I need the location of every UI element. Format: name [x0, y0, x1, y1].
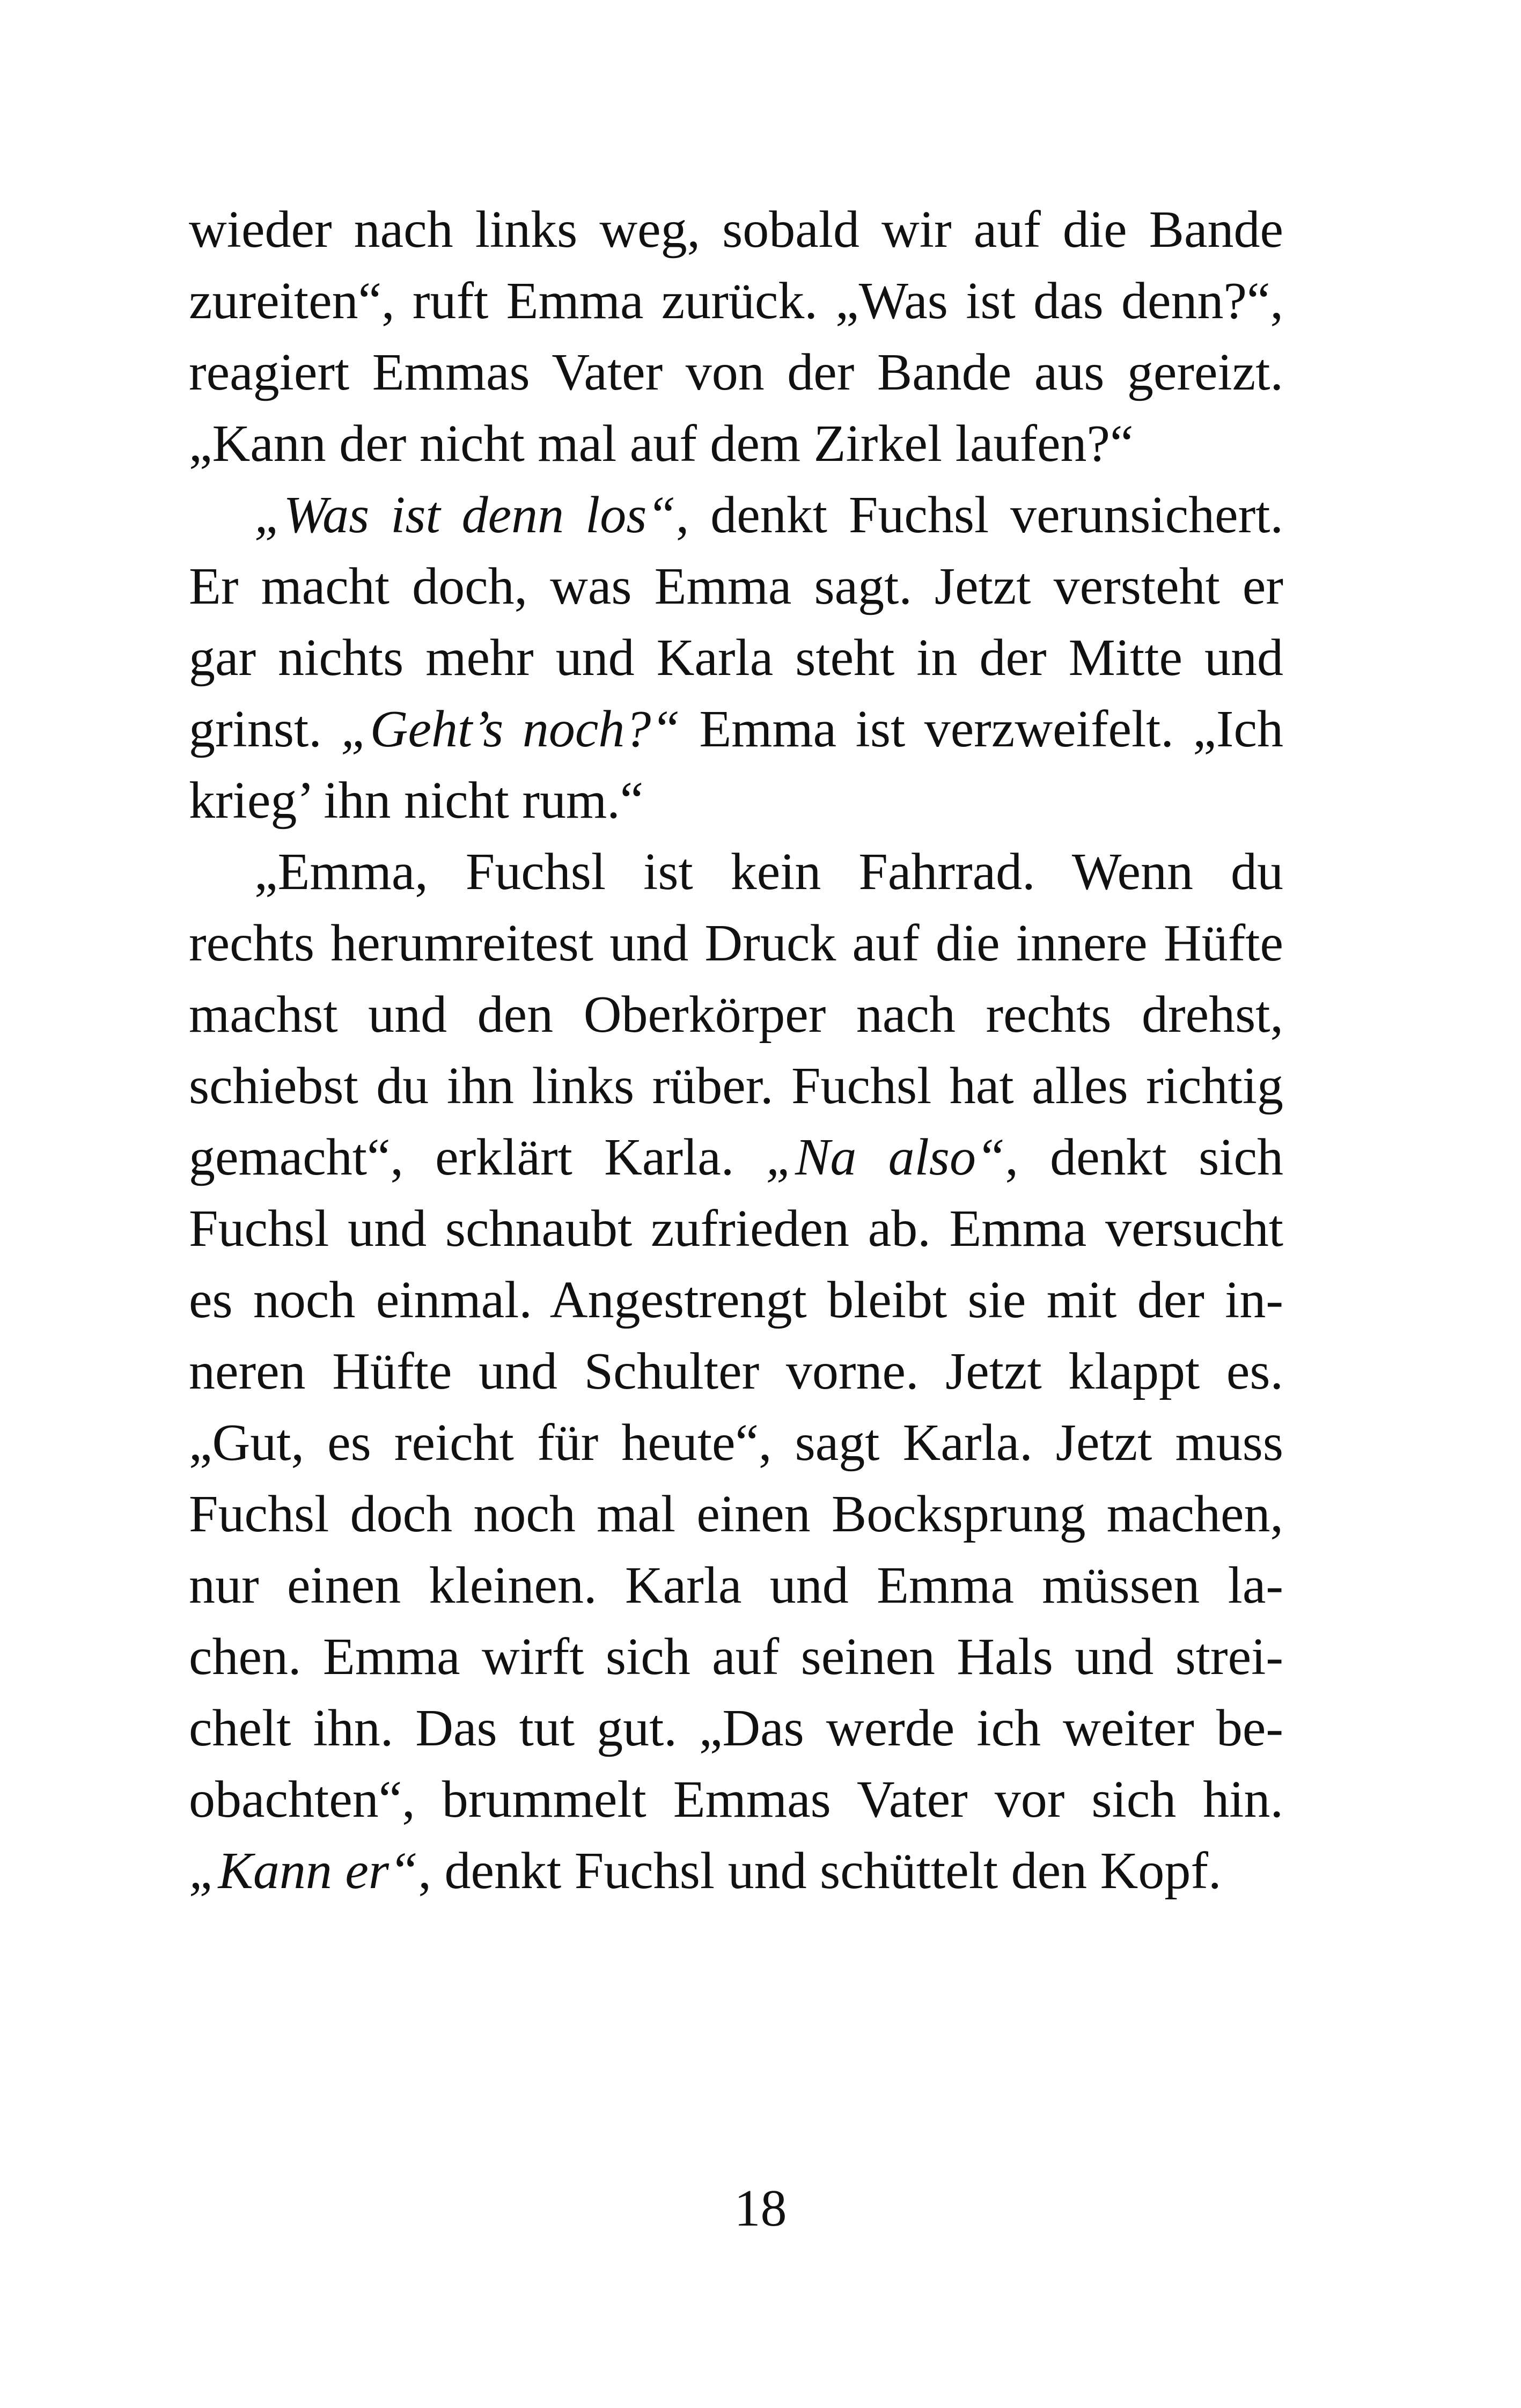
- page-number: 18: [734, 2179, 787, 2237]
- text-line: Er macht doch, was Emma sagt. Jetzt versteht er: [189, 557, 1283, 615]
- text-line: „Kann der nicht mal auf dem Zirkel laufen?“: [189, 415, 1134, 473]
- text-line: Fuchsl und schnaubt zufrieden ab. Emma versucht: [189, 1200, 1283, 1258]
- text-line: „Gut, es reicht für heute“, sagt Karla. Jetzt muss: [189, 1414, 1283, 1472]
- body-text: [189, 194, 1283, 1907]
- text-line: gemacht“, erklärt Karla. „Na also“, denkt sich: [189, 1128, 1283, 1186]
- text-line: schiebst du ihn links rüber. Fuchsl hat alles richtig: [189, 1057, 1283, 1115]
- text-line: „Kann er“, denkt Fuchsl und schüttelt den Kopf.: [189, 1842, 1222, 1900]
- text-line: chen. Emma wirft sich auf seinen Hals und strei-: [189, 1628, 1283, 1686]
- text-line: zureiten“, ruft Emma zurück. „Was ist das denn?“,: [189, 272, 1283, 330]
- text-line: gar nichts mehr und Karla steht in der Mitte und: [189, 629, 1283, 687]
- paragraph-first-line: „Was ist denn los“, denkt Fuchsl verunsichert.: [254, 486, 1283, 544]
- text-line: reagiert Emmas Vater von der Bande aus gereizt.: [189, 343, 1283, 401]
- text-line: obachten“, brummelt Emmas Vater vor sich hin.: [189, 1771, 1283, 1829]
- text-line: nur einen kleinen. Karla und Emma müssen la-: [189, 1557, 1283, 1614]
- text-line: chelt ihn. Das tut gut. „Das werde ich weiter be-: [189, 1699, 1283, 1757]
- text-line: rechts herumreitest und Druck auf die innere Hüfte: [189, 914, 1283, 972]
- text-line: Fuchsl doch noch mal einen Bocksprung machen,: [189, 1485, 1283, 1543]
- text-line: machst und den Oberkörper nach rechts drehst,: [189, 986, 1283, 1044]
- text-line: krieg’ ihn nicht rum.“: [189, 772, 644, 829]
- text-line: es noch einmal. Angestrengt bleibt sie mit der in-: [189, 1271, 1283, 1329]
- text-line: wieder nach links weg, sobald wir auf die Bande: [189, 201, 1283, 259]
- text-line: grinst. „Geht’s noch?“ Emma ist verzweifelt. „Ich: [189, 700, 1284, 758]
- paragraph-first-line: „Emma, Fuchsl ist kein Fahrrad. Wenn du: [254, 843, 1283, 901]
- text-line: neren Hüfte und Schulter vorne. Jetzt klappt es.: [189, 1342, 1283, 1400]
